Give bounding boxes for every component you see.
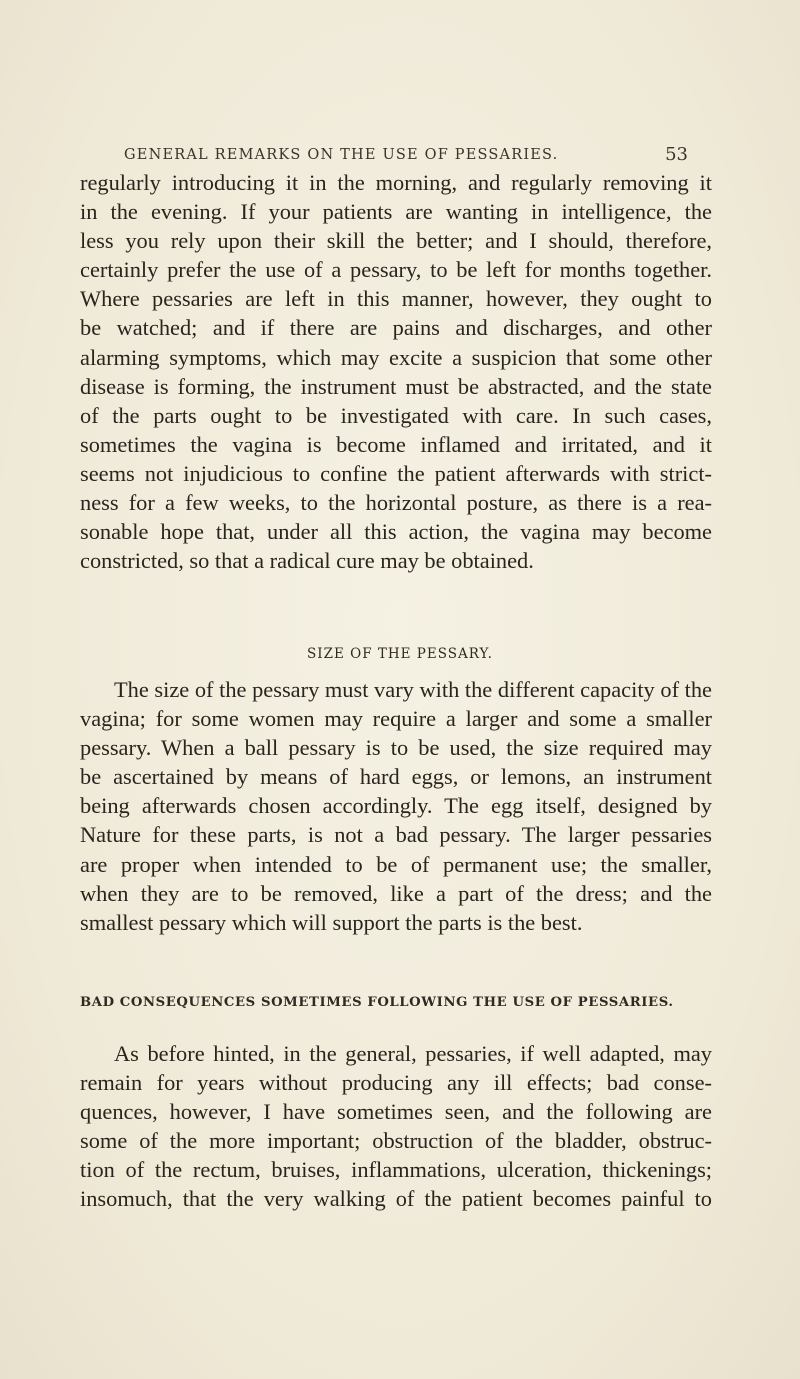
text-line: pessary. When a ball pessary is to be used, the size required may (80, 735, 712, 761)
running-head-title: GENERAL REMARKS ON THE USE OF PESSARIES. (124, 147, 559, 163)
text-line: in the evening. If your patients are wanting in intelligence, the (80, 199, 712, 225)
text-line: some of the more important; obstruction of the bladder, obstruc- (80, 1128, 712, 1154)
page-number: 53 (665, 144, 688, 165)
text-line: be watched; and if there are pains and discharges, and other (80, 315, 712, 341)
text-line: constricted, so that a radical cure may be obtained. (80, 548, 534, 574)
text-line: seems not injudicious to confine the patient afterwards with strict- (80, 460, 712, 486)
paragraph-bad-consequences (80, 1039, 712, 1214)
text-line: remain for years without producing any ill effects; bad conse- (80, 1070, 712, 1096)
text-line: smallest pessary which will support the parts is the best. (80, 909, 583, 935)
text-line: when they are to be removed, like a part of the dress; and the (80, 880, 712, 906)
text-line: alarming symptoms, which may excite a suspicion that some other (80, 344, 712, 370)
text-line: Nature for these parts, is not a bad pessary. The larger pessaries (80, 822, 712, 848)
text-line: certainly prefer the use of a pessary, to be left for months together. (80, 257, 712, 283)
paragraph-continued (80, 168, 712, 575)
section-heading-bad-consequences: BAD CONSEQUENCES SOMETIMES FOLLOWING THE USE OF PESSARIES. (80, 995, 674, 1010)
paragraph-size-of-pessary (80, 675, 712, 937)
text-line: insomuch, that the very walking of the patient becomes painful to (80, 1186, 712, 1212)
text-line: less you rely upon their skill the better; and I should, therefore, (80, 228, 712, 254)
text-line: of the parts ought to be investigated with care. In such cases, (80, 402, 712, 428)
text-line: Where pessaries are left in this manner, however, they ought to (80, 286, 712, 312)
text-line: are proper when intended to be of permanent use; the smaller, (80, 851, 712, 877)
text-line: sonable hope that, under all this action, the vagina may become (80, 519, 712, 545)
text-line: tion of the rectum, bruises, inflammations, ulceration, thickenings; (80, 1157, 712, 1183)
text-line: ness for a few weeks, to the horizontal posture, as there is a rea- (80, 490, 712, 516)
text-line: being afterwards chosen accordingly. The egg itself, designed by (80, 793, 712, 819)
text-line: vagina; for some women may require a larger and some a smaller (80, 706, 712, 732)
text-line: be ascertained by means of hard eggs, or lemons, an instrument (80, 764, 712, 790)
text-line: disease is forming, the instrument must be abstracted, and the state (80, 373, 712, 399)
text-line: regularly introducing it in the morning, and regularly removing it (80, 170, 712, 195)
section-heading-size-of-pessary: SIZE OF THE PESSARY. (307, 646, 493, 662)
text-line: The size of the pessary must vary with the different capacity of the (114, 677, 712, 702)
text-line: As before hinted, in the general, pessaries, if well adapted, may (114, 1041, 712, 1066)
text-line: sometimes the vagina is become inflamed and irritated, and it (80, 431, 712, 457)
text-line: quences, however, I have sometimes seen, and the following are (80, 1099, 712, 1125)
